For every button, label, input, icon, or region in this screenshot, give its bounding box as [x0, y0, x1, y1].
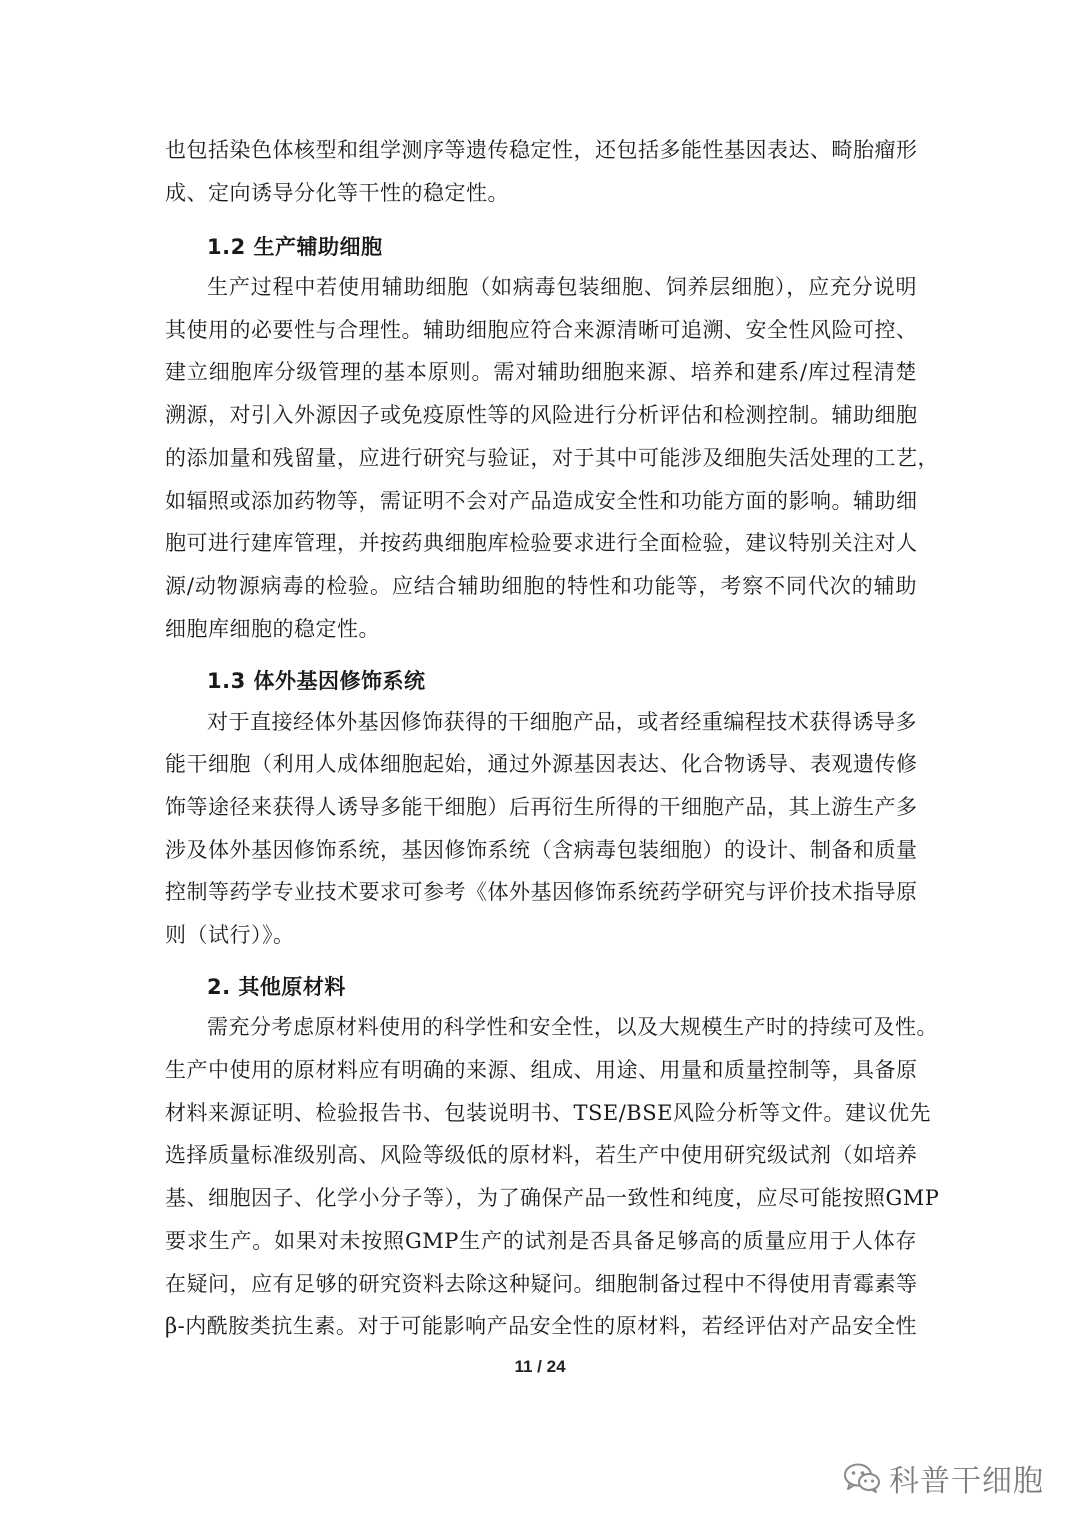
line-21: 生产中使用的原材料应有明确的来源、组成、用途、用量和质量控制等，具备原	[165, 1058, 918, 1082]
heading-2: 2. 其他原材料	[207, 975, 346, 999]
line-24: 基、细胞因子、化学小分子等），为了确保产品一致性和纯度，应尽可能按照GMP	[165, 1186, 940, 1210]
line-6: 溯源，对引入外源因子或免疫原性等的风险进行分析评估和检测控制。辅助细胞	[165, 403, 918, 427]
line-3: 生产过程中若使用辅助细胞（如病毒包装细胞、饲养层细胞），应充分说明	[207, 275, 917, 299]
line-1: 成、定向诱导分化等干性的稳定性。	[165, 181, 509, 205]
line-16: 涉及体外基因修饰系统，基因修饰系统（含病毒包装细胞）的设计、制备和质量	[165, 838, 918, 862]
line-14: 能干细胞（利用人成体细胞起始，通过外源基因表达、化合物诱导、表观遗传修	[165, 752, 918, 776]
line-4: 其使用的必要性与合理性。辅助细胞应符合来源清晰可追溯、安全性风险可控、	[165, 318, 918, 342]
line-5: 建立细胞库分级管理的基本原则。需对辅助细胞来源、培养和建系/库过程清楚	[165, 360, 917, 384]
line-20: 需充分考虑原材料使用的科学性和安全性，以及大规模生产时的持续可及性。	[207, 1015, 938, 1039]
line-27: β-内酰胺类抗生素。对于可能影响产品安全性的原材料，若经评估对产品安全性	[165, 1314, 917, 1338]
line-8: 如辐照或添加药物等，需证明不会对产品造成安全性和功能方面的影响。辅助细	[165, 489, 918, 513]
line-17: 控制等药学专业技术要求可参考《体外基因修饰系统药学研究与评价技术指导原	[165, 880, 918, 904]
page-number: 11 / 24	[514, 1357, 566, 1376]
watermark-text: 科普干细胞	[889, 1464, 1044, 1499]
line-10: 源/动物源病毒的检验。应结合辅助细胞的特性和功能等，考察不同代次的辅助	[165, 574, 917, 598]
line-15: 饰等途径来获得人诱导多能干细胞）后再衍生所得的干细胞产品，其上游生产多	[165, 795, 918, 819]
line-26: 在疑问，应有足够的研究资料去除这种疑问。细胞制备过程中不得使用青霉素等	[165, 1272, 918, 1296]
line-11: 细胞库细胞的稳定性。	[165, 617, 380, 641]
heading-1-3: 1.3 体外基因修饰系统	[207, 669, 426, 693]
line-0: 也包括染色体核型和组学测序等遗传稳定性，还包括多能性基因表达、畸胎瘤形	[165, 138, 918, 162]
line-25: 要求生产。如果对未按照GMP生产的试剂是否具备足够高的质量应用于人体存	[165, 1229, 917, 1253]
line-13: 对于直接经体外基因修饰获得的干细胞产品，或者经重编程技术获得诱导多	[207, 710, 917, 734]
line-22: 材料来源证明、检验报告书、包装说明书、TSE/BSE风险分析等文件。建议优先	[165, 1101, 931, 1125]
line-7: 的添加量和残留量，应进行研究与验证，对于其中可能涉及细胞失活处理的工艺，	[165, 446, 939, 470]
heading-1-2: 1.2 生产辅助细胞	[207, 235, 383, 259]
line-18: 则（试行）》。	[165, 923, 295, 947]
line-23: 选择质量标准级别高、风险等级低的原材料，若生产中使用研究级试剂（如培养	[165, 1143, 918, 1167]
line-9: 胞可进行建库管理，并按药典细胞库检验要求进行全面检验，建议特别关注对人	[165, 531, 918, 555]
watermark	[843, 1456, 1044, 1500]
wechat-icon	[843, 1462, 881, 1494]
